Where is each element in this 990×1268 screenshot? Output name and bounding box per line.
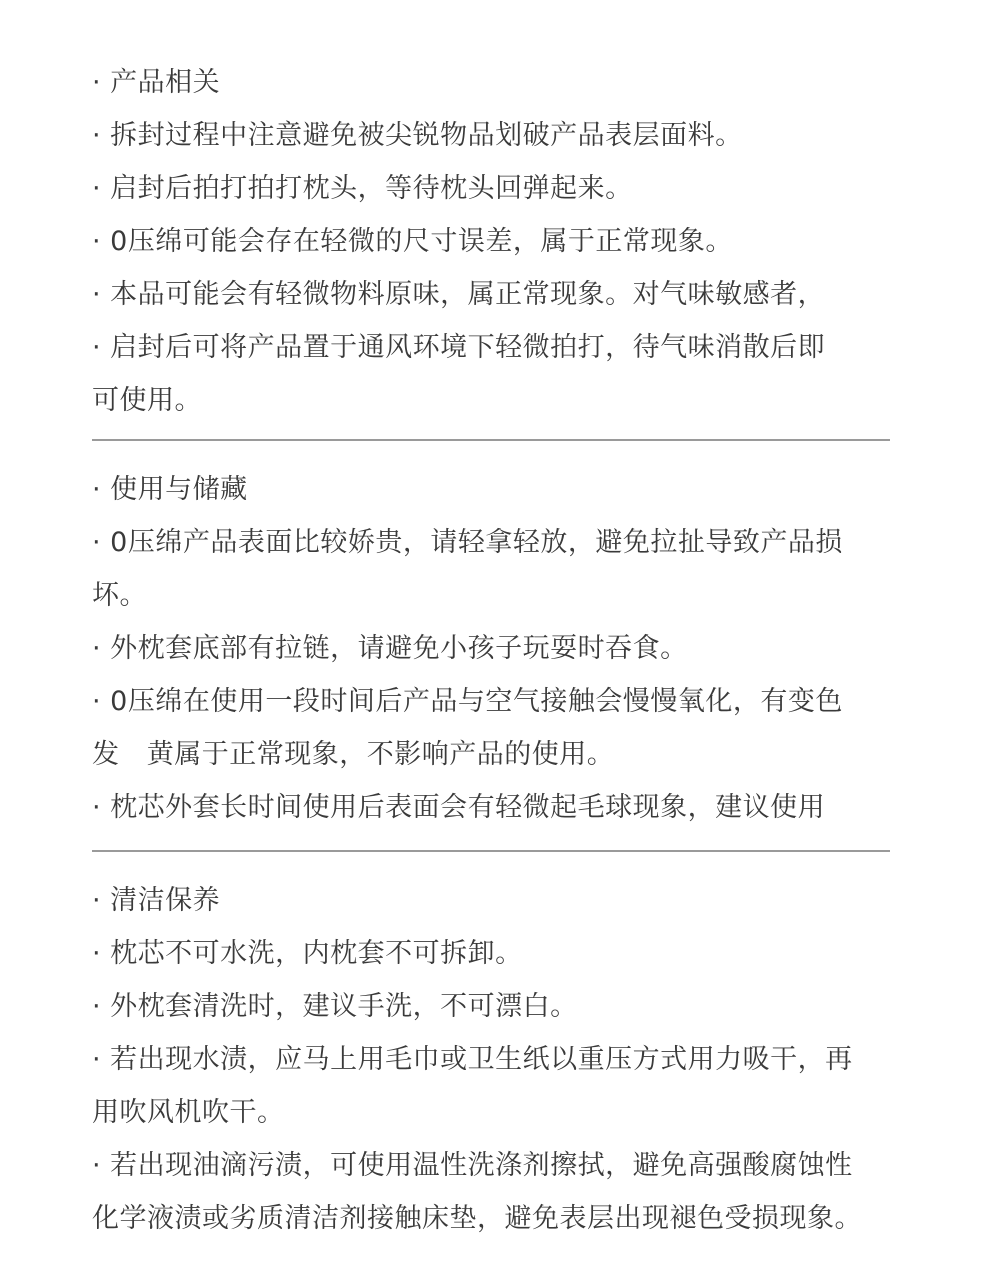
text-line: · 外枕套底部有拉链，请避免小孩子玩耍时吞食。: [92, 633, 688, 664]
section-usage-storage: [92, 463, 892, 834]
text-line: · 0压绵在使用一段时间后产品与空气接触会慢慢氧化，有变色: [92, 686, 843, 717]
text-line: · 拆封过程中注意避免被尖锐物品划破产品表层面料。: [92, 120, 743, 151]
section-divider: [92, 850, 890, 852]
text-line: 化学液渍或劣质清洁剂接触床垫，避免表层出现褪色受损现象。: [92, 1203, 862, 1234]
section-heading: · 产品相关: [92, 67, 221, 98]
text-line: 用吹风机吹干。: [92, 1097, 285, 1128]
section-divider: [92, 439, 890, 441]
text-line: 可使用。: [92, 385, 202, 416]
text-line: · 枕芯不可水洗，内枕套不可拆卸。: [92, 938, 523, 969]
section-cleaning-care: [92, 874, 892, 1245]
section-heading: · 使用与储藏: [92, 474, 248, 505]
section-product-info: [92, 56, 892, 427]
text-line: · 若出现油滴污渍，可使用温性洗涤剂擦拭，避免高强酸腐蚀性: [92, 1150, 853, 1181]
text-line: · 启封后可将产品置于通风环境下轻微拍打，待气味消散后即: [92, 332, 826, 363]
text-line: · 外枕套清洗时，建议手洗，不可漂白。: [92, 991, 578, 1022]
text-line: · 0压绵可能会存在轻微的尺寸误差，属于正常现象。: [92, 226, 733, 257]
text-line: 发 黄属于正常现象，不影响产品的使用。: [92, 739, 615, 770]
text-line: · 0压绵产品表面比较娇贵，请轻拿轻放，避免拉扯导致产品损: [92, 527, 843, 558]
text-line: · 若出现水渍，应马上用毛巾或卫生纸以重压方式用力吸干，再: [92, 1044, 853, 1075]
text-line: · 启封后拍打拍打枕头，等待枕头回弹起来。: [92, 173, 633, 204]
text-line: · 枕芯外套长时间使用后表面会有轻微起毛球现象，建议使用: [92, 792, 826, 823]
section-heading: · 清洁保养: [92, 885, 221, 916]
text-line: 坏。: [92, 580, 147, 611]
text-line: · 本品可能会有轻微物料原味，属正常现象。对气味敏感者，: [92, 279, 826, 310]
